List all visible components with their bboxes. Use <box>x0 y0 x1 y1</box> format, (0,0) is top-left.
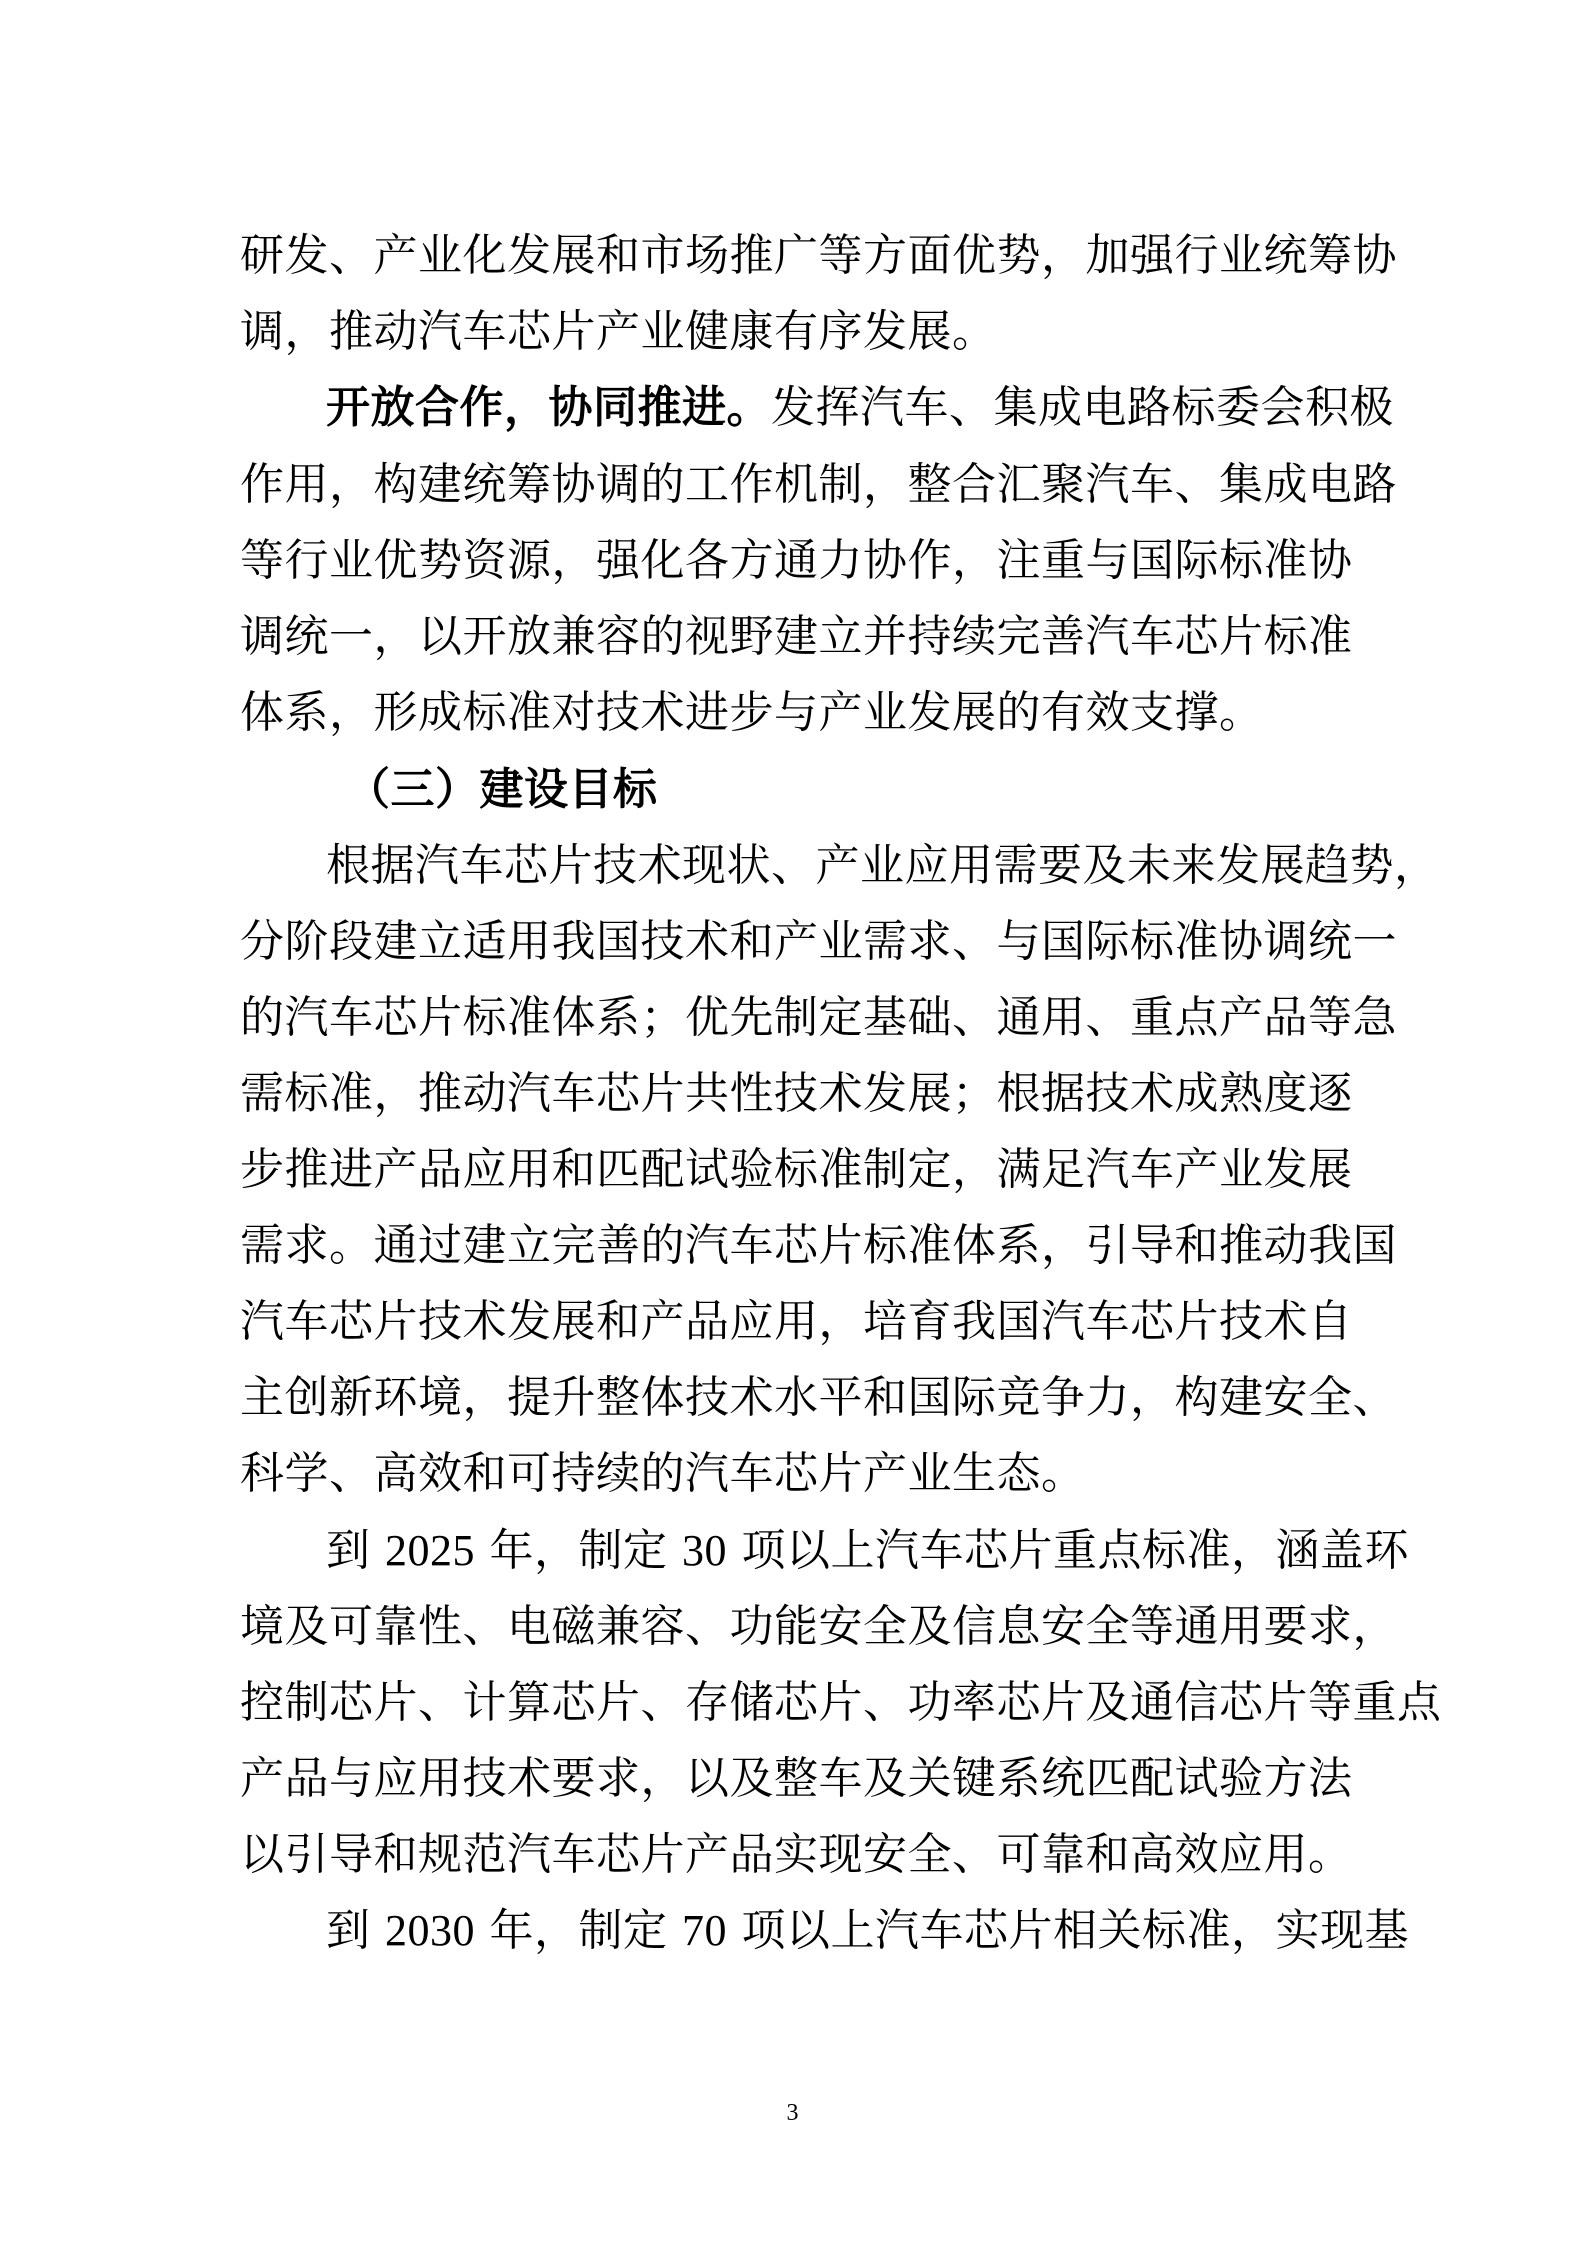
paragraph-2025: 到 2025 年，制定 30 项以上汽车芯片重点标准，涵盖环 <box>326 1525 1409 1576</box>
text-line: 主创新环境，提升整体技术水平和国际竞争力，构建安全、 <box>240 1372 1397 1423</box>
page-number: 3 <box>786 2100 799 2126</box>
standard-count: 70 <box>681 1906 727 1955</box>
paragraph-goals: 根据汽车芯片技术现状、产业应用需要及未来发展趋势， <box>326 840 1439 891</box>
text-line: 科学、高效和可持续的汽车芯片产业生态。 <box>240 1448 1086 1499</box>
standard-count: 30 <box>681 1526 727 1575</box>
section-heading: （三）建设目标 <box>346 764 658 815</box>
text-line: 境及可靠性、电磁兼容、功能安全及信息安全等通用要求， <box>240 1601 1397 1652</box>
paragraph-lead: 开放合作，协同推进。 <box>326 382 771 433</box>
text-line: 作用，构建统筹协调的工作机制，整合汇聚汽车、集成电路 <box>240 459 1397 510</box>
text-line: 需求。通过建立完善的汽车芯片标准体系，引导和推动我国 <box>240 1220 1397 1271</box>
text-line: 等行业优势资源，强化各方通力协作，注重与国际标准协 <box>240 535 1353 586</box>
text-line: 的汽车芯片标准体系；优先制定基础、通用、重点产品等急 <box>240 992 1397 1043</box>
year-2025: 2025 <box>385 1526 475 1575</box>
text-line: 产品与应用技术要求，以及整车及关键系统匹配试验方法 <box>240 1753 1353 1804</box>
text-line: 需标准，推动汽车芯片共性技术发展；根据技术成熟度逐 <box>240 1068 1353 1119</box>
text-line: 研发、产业化发展和市场推广等方面优势，加强行业统筹协 <box>240 230 1397 281</box>
text-line: 分阶段建立适用我国技术和产业需求、与国际标准协调统一 <box>240 916 1397 967</box>
paragraph-open-cooperation: 开放合作，协同推进。发挥汽车、集成电路标委会积极 <box>326 382 1394 433</box>
paragraph-2030: 到 2030 年，制定 70 项以上汽车芯片相关标准，实现基 <box>326 1905 1409 1956</box>
text-line: 以引导和规范汽车芯片产品实现安全、可靠和高效应用。 <box>240 1829 1353 1880</box>
year-2030: 2030 <box>385 1906 475 1955</box>
text-line: 汽车芯片技术发展和产品应用，培育我国汽车芯片技术自 <box>240 1296 1353 1347</box>
text-line: 控制芯片、计算芯片、存储芯片、功率芯片及通信芯片等重点 <box>240 1677 1442 1728</box>
text-line: 体系，形成标准对技术进步与产业发展的有效支撑。 <box>240 687 1264 738</box>
text-line: 调统一，以开放兼容的视野建立并持续完善汽车芯片标准 <box>240 611 1353 662</box>
text-line: 步推进产品应用和匹配试验标准制定，满足汽车产业发展 <box>240 1144 1353 1195</box>
text-line: 调，推动汽车芯片产业健康有序发展。 <box>240 306 997 357</box>
